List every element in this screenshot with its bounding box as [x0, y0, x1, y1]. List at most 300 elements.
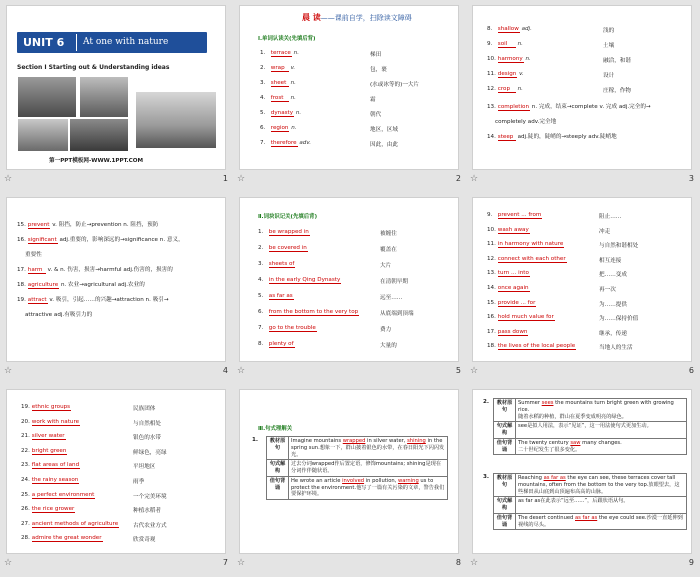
meaning: 被缠住 [380, 231, 397, 237]
text: in the spring sun.想象一下，群山披着银色的水带，在春日阳光下闪闪发光。 [291, 438, 445, 458]
text: the eye could see.沙漠一直延伸到视线的尽头。 [518, 514, 683, 528]
text: the mountains turn bright green with growing rice. [518, 400, 674, 413]
text: us to protect the environment.他写了一篇有关污染的文章，警告我们要保护环境。 [291, 477, 445, 498]
vocab-item-13-cont: completely adv.完全地 [495, 119, 557, 125]
definition-cont: 重要性 [25, 252, 42, 258]
part-of-speech: n. [293, 50, 299, 56]
highlight: warning [397, 477, 419, 484]
slide-cell-5[interactable] [233, 192, 466, 384]
slide-7[interactable] [6, 389, 226, 554]
meaning: 浅的 [603, 28, 615, 34]
meaning: 朝代 [370, 112, 382, 118]
meaning: 再一次 [599, 287, 616, 293]
phrase-item [258, 325, 317, 332]
row-content [516, 399, 687, 422]
answer: turn ... into [497, 270, 529, 277]
text: Imagine mountains [291, 438, 343, 444]
meaning: 继承，传递 [599, 330, 627, 337]
answer: significant [27, 237, 57, 243]
vocab-item [487, 56, 531, 63]
table-row [494, 422, 687, 439]
table-row [494, 497, 687, 514]
answer: harmony [497, 56, 523, 62]
phrase-item [21, 419, 80, 426]
row-content [516, 438, 687, 455]
definition: n. 完成，结束→complete v. 完成 adj.完全的→ [531, 104, 651, 110]
item-number: 17. [487, 328, 496, 335]
part-of-speech: n. [517, 41, 523, 47]
item-number: 2. [483, 399, 490, 405]
star-icon[interactable]: ☆ [4, 366, 13, 376]
meaning: 相互连接 [599, 257, 622, 264]
text: many changes. [580, 439, 622, 446]
part-of-speech: adv. [299, 140, 311, 146]
item-number: 18. [487, 343, 496, 350]
phrase-item [487, 329, 528, 336]
definition: v. 阻挡，防止→prevention n. 阻挡，预防 [52, 222, 159, 228]
item-number: 14. [487, 134, 496, 140]
photo-river [79, 76, 129, 118]
meaning: 土壤 [603, 43, 615, 49]
unit-separator [76, 34, 77, 51]
answer: flat areas of land [31, 462, 80, 469]
item-number: 28. [21, 535, 30, 542]
translation: 随着水稻的种植，群山在夏季变成明亮的绿色。 [518, 413, 627, 420]
meaning: 鲜绿色，亮绿 [133, 449, 167, 456]
item-number: 9. [487, 41, 493, 47]
meaning: 雨季 [133, 479, 145, 485]
highlight: as far as [575, 514, 598, 521]
star-icon[interactable]: ☆ [237, 366, 246, 376]
item-number: 18. [17, 282, 26, 288]
answer: as far as [268, 293, 293, 299]
slide-number: 9 [688, 558, 694, 567]
slide-footer [4, 366, 230, 380]
table-row [494, 513, 687, 530]
photo-terrace [17, 118, 69, 152]
slide-4[interactable] [6, 197, 226, 362]
answer: ethnic groups [31, 404, 71, 410]
row-header: 教材原句 [494, 474, 516, 497]
item-number: 23. [21, 462, 30, 469]
section-heading: Ⅰ.单词认读关(先填后背) [258, 36, 316, 42]
definition: v. & n. 伤害，损害→harmful adj.伤害的，损害的 [47, 267, 173, 273]
text: Reaching [518, 475, 544, 481]
text: the eye can see, these terraces cover tall mountains, often from the bottom to the very top.放眼望去，这些梯田从山底到山顶遍布高高的山脉。 [518, 475, 680, 495]
answer: dynasty [270, 110, 294, 116]
item-number: 16. [17, 237, 26, 243]
slide-2[interactable] [239, 5, 459, 170]
row-content [516, 474, 687, 497]
slide-footer [237, 366, 463, 380]
answer: silver water [31, 433, 65, 440]
meaning: 当地人的生活 [599, 345, 633, 352]
item-number: 13. [487, 104, 496, 110]
row-header: 教材原句 [494, 399, 516, 422]
meaning: 融洽，和谐 [603, 58, 631, 64]
item-number: 11. [487, 71, 496, 77]
part-of-speech: n. [290, 95, 296, 101]
answer: steep [498, 134, 516, 141]
item-number: 21. [21, 433, 30, 440]
item-number: 2. [258, 245, 264, 251]
meaning: 因此，由此 [370, 142, 398, 148]
meaning: 民族团体 [133, 406, 156, 412]
answer: admire the great wonder [31, 535, 102, 542]
answer: prevent [27, 222, 50, 228]
item-number: 7. [258, 325, 264, 331]
slide-footer [470, 558, 696, 572]
item-number: 13. [487, 270, 496, 277]
row-content [289, 437, 448, 460]
vocab-item [17, 235, 184, 244]
meaning: 为……提供 [599, 301, 627, 308]
item-number: 8. [487, 26, 493, 32]
photo-mountain [17, 76, 77, 118]
row-header: 句式解构 [494, 422, 516, 439]
translation: 二十世纪发生了很多变化。 [518, 446, 581, 453]
phrase-item [258, 309, 359, 316]
unit-banner [17, 32, 207, 53]
definition: n. 农业→agricultural adj.农业的 [60, 282, 145, 288]
meaning: 包，裹 [370, 67, 387, 73]
meaning: 在清朝早期 [380, 279, 408, 285]
star-icon[interactable]: ☆ [237, 174, 246, 184]
slide-number: 4 [222, 366, 228, 375]
item-number: 12. [487, 86, 496, 92]
answer: from the bottom to the very top [268, 309, 359, 315]
vocab-item [487, 41, 523, 48]
item-number: 19. [21, 404, 30, 410]
answer: soil [498, 41, 516, 48]
phrase-item [258, 277, 341, 284]
table-row [267, 437, 448, 460]
answer: plenty of [268, 341, 294, 347]
item-number: 5. [260, 110, 266, 116]
answer: the rice grower [31, 506, 75, 513]
answer: shallow [497, 26, 519, 32]
section-heading: Ⅱ.词块识记关(先填后背) [258, 214, 318, 220]
slide-8[interactable] [239, 389, 459, 554]
meaning: 远至…… [380, 295, 403, 301]
item-number: 4. [258, 277, 264, 283]
table-row [494, 438, 687, 455]
row-content: as far as在此表示“远至……”，后跟状语从句。 [516, 497, 687, 514]
meaning: 银色的水带 [133, 435, 161, 442]
part-of-speech: n. [525, 56, 531, 62]
item-number: 1. [260, 50, 266, 56]
phrase-item [487, 227, 530, 234]
slide-5[interactable] [239, 197, 459, 362]
answer: the rainy season [31, 477, 79, 483]
slide-footer [4, 558, 230, 572]
slide-1[interactable] [6, 5, 226, 170]
footer-text: 第一PPT模板网-WWW.1PPT.COM [49, 158, 144, 164]
row-content [516, 513, 687, 530]
table-row [494, 399, 687, 422]
row-header: 佳句背诵 [494, 438, 516, 455]
phrase-item [21, 477, 79, 484]
answer: frost [271, 95, 289, 102]
text: Summer [518, 400, 542, 406]
phrase-item [21, 433, 66, 440]
part-of-speech: adj. [521, 26, 532, 32]
answer: completion [497, 104, 529, 110]
vocab-item [487, 26, 532, 33]
answer: agriculture [27, 282, 59, 288]
item-number: 4. [260, 95, 266, 101]
answer: prevent ... from [497, 212, 542, 218]
answer: work with nature [31, 418, 80, 425]
meaning: 冲走 [599, 228, 611, 235]
item-number: 22. [21, 447, 30, 454]
item-number: 12. [487, 255, 496, 262]
answer: once again [497, 285, 529, 291]
slide-cell-2[interactable] [233, 0, 466, 192]
meaning: 与自然和谐相处 [599, 243, 639, 250]
meaning: 地区，区域 [370, 127, 398, 133]
item-number: 14. [487, 285, 496, 291]
answer: wrap [271, 65, 289, 72]
text: He wrote an article [291, 477, 343, 484]
item-number: 20. [21, 418, 30, 425]
phrase-item [258, 341, 295, 348]
slide-6[interactable] [472, 197, 692, 362]
meaning: (水或冰等的)一大片 [370, 82, 420, 88]
meaning: 阻止…… [599, 214, 622, 220]
part-of-speech: v. [519, 71, 524, 77]
answer: go to the trouble [268, 325, 316, 331]
slide-cell-3[interactable] [466, 0, 699, 192]
slide-number: 3 [688, 174, 694, 183]
answer: provide ... for [497, 299, 536, 306]
vocab-item [17, 220, 158, 229]
phrase-item [21, 448, 67, 455]
item-number: 1. [258, 229, 264, 235]
answer: attract [27, 297, 47, 303]
item-number: 17. [17, 267, 26, 273]
part-of-speech: n. [290, 80, 296, 86]
part-of-speech: n. [295, 110, 302, 116]
answer: be wrapped in [268, 229, 309, 235]
answer: harm [28, 267, 46, 274]
row-header: 教材原句 [267, 437, 289, 460]
highlight: saw [570, 439, 581, 446]
slide-header [302, 12, 412, 23]
phrase-item [487, 314, 555, 321]
star-icon[interactable]: ☆ [470, 174, 479, 184]
row-content: 过去分词wrapped作后置定语，修饰mountains; shining是现在分词作伴随状语。 [289, 460, 448, 477]
slide-9[interactable] [472, 389, 692, 554]
slide-cell-7[interactable] [0, 384, 233, 576]
item-number: 9. [487, 212, 493, 218]
vocab-item [260, 50, 299, 57]
header-rest: ——课前自学，扫除读文障碍 [320, 14, 412, 22]
answer: pass down [497, 328, 528, 335]
highlight: involved [342, 477, 365, 484]
text: in silver water, [365, 438, 408, 444]
meaning: 为……保持价值 [599, 316, 639, 323]
star-icon[interactable]: ☆ [4, 174, 13, 184]
phrase-item [21, 506, 75, 513]
definition-cont: attractive adj.有吸引力的 [25, 312, 93, 318]
phrase-item [258, 229, 310, 236]
answer: in the early Qing Dynasty [268, 277, 341, 283]
slide-footer [4, 174, 230, 188]
phrase-item [21, 535, 103, 542]
answer: ancient methods of agriculture [31, 520, 119, 527]
answer: wash away [497, 226, 529, 233]
meaning: 与自然相处 [133, 420, 161, 427]
section-heading: Ⅲ.句式理解关 [258, 426, 293, 432]
slide-footer [470, 174, 696, 188]
slide-footer [470, 366, 696, 380]
slide-cell-8[interactable] [233, 384, 466, 576]
answer: therefore [270, 140, 297, 146]
section-title: Section Ⅰ Starting out & Understanding ideas [17, 64, 170, 71]
item-number: 15. [487, 299, 496, 306]
item-number: 16. [487, 314, 496, 321]
phrase-item [487, 256, 567, 263]
star-icon[interactable]: ☆ [470, 366, 479, 376]
phrase-item [21, 404, 71, 411]
vocab-item-14 [487, 132, 617, 141]
meaning: 大量的 [380, 343, 397, 349]
meaning: 庄稼，作物 [603, 88, 631, 94]
vocab-item [260, 140, 311, 147]
part-of-speech: n. [291, 125, 297, 131]
phrase-item [21, 492, 95, 499]
photo-boat [135, 91, 217, 149]
item-number: 2. [260, 65, 266, 71]
vocab-item-13 [487, 102, 651, 111]
slide-number: 7 [222, 558, 228, 567]
slide-footer [237, 558, 463, 572]
item-number: 3. [258, 261, 264, 267]
slide-number: 8 [455, 558, 461, 567]
phrase-item [258, 245, 308, 252]
definition: adj.陡的，陡峭的→steeply adv.陡峭地 [517, 134, 617, 140]
row-header: 句式解构 [267, 460, 289, 477]
vocab-item [260, 80, 296, 87]
vocab-item [17, 295, 169, 304]
answer: sheets of [268, 261, 295, 267]
meaning: 把……变成 [599, 272, 627, 279]
meaning: 平坦地区 [133, 464, 156, 471]
row-header: 佳句背诵 [494, 513, 516, 530]
item-number: 3. [260, 80, 266, 86]
slide-cell-6[interactable] [466, 192, 699, 384]
row-content [289, 476, 448, 499]
item-number: 15. [17, 222, 26, 228]
star-icon[interactable]: ☆ [470, 558, 479, 568]
table-row [267, 460, 448, 477]
vocab-item [260, 65, 295, 72]
item-number: 6. [258, 309, 264, 315]
meaning: 覆盖在 [380, 247, 397, 253]
vocab-item [260, 110, 301, 117]
item-number: 10. [487, 226, 496, 233]
slide-number: 1 [222, 174, 228, 183]
slide-3[interactable] [472, 5, 692, 170]
phrase-item [258, 293, 294, 300]
meaning: 设计 [603, 73, 615, 79]
sentence-table-3 [493, 473, 687, 530]
answer: a perfect environment [31, 491, 95, 498]
text: The desert continued [518, 514, 575, 521]
item-number: 7. [260, 140, 266, 146]
meaning: 一个完美环境 [133, 493, 167, 500]
sentence-table-2 [493, 398, 687, 455]
phrase-item [258, 261, 295, 268]
answer: design [497, 71, 517, 77]
item-number: 11. [487, 241, 496, 248]
vocab-item [17, 280, 145, 289]
text: The twenty century [518, 439, 571, 446]
item-number: 5. [258, 293, 264, 299]
item-number: 19. [17, 297, 26, 303]
slide-number: 6 [688, 366, 694, 375]
part-of-speech: n. [517, 86, 523, 92]
phrase-item [21, 521, 119, 528]
slide-number: 2 [455, 174, 461, 183]
unit-title: At one with nature [83, 37, 169, 47]
answer: hold much value for [497, 314, 554, 321]
star-icon[interactable]: ☆ [237, 558, 246, 568]
star-icon[interactable]: ☆ [4, 558, 13, 568]
meaning: 梯田 [370, 52, 382, 58]
highlight: as far as [543, 475, 566, 481]
answer: bright green [31, 447, 67, 454]
item-number: 25. [21, 491, 30, 498]
meaning: 霜 [370, 97, 376, 103]
unit-number: UNIT 6 [23, 36, 65, 49]
item-number: 26. [21, 506, 30, 513]
row-header: 佳句背诵 [267, 476, 289, 499]
vocab-item [260, 125, 297, 132]
highlight: shining [407, 438, 426, 444]
item-number: 10. [487, 56, 496, 62]
slide-cell-9[interactable] [466, 384, 699, 576]
slide-footer [237, 174, 463, 188]
vocab-item [487, 86, 523, 93]
phrase-item [487, 270, 530, 277]
text: in pollution, [364, 477, 398, 484]
header-main: 晨 读 [302, 13, 321, 22]
highlight: sees [541, 400, 554, 406]
item-number: 6. [260, 125, 266, 131]
row-header: 句式解构 [494, 497, 516, 514]
slide-cell-4[interactable] [0, 192, 233, 384]
slide-cell-1[interactable] [0, 0, 233, 192]
answer: be covered in [268, 245, 307, 251]
vocab-item [487, 71, 524, 78]
vocab-item [17, 265, 173, 274]
meaning: 欣赏奇观 [133, 537, 156, 544]
answer: connect with each other [497, 255, 566, 262]
phrase-item [487, 241, 564, 248]
table-row [494, 474, 687, 497]
row-content: see是拟人用法，表示“见证”，这一用法使句式更加生动。 [516, 422, 687, 439]
part-of-speech: v. [290, 65, 296, 71]
answer: in harmony with nature [497, 241, 564, 248]
table-row [267, 476, 448, 499]
item-number: 1. [252, 437, 259, 443]
item-number: 24. [21, 477, 30, 483]
answer: the lives of the local people [497, 343, 576, 350]
phrase-item [487, 285, 530, 292]
meaning: 古代农业方式 [133, 522, 167, 529]
